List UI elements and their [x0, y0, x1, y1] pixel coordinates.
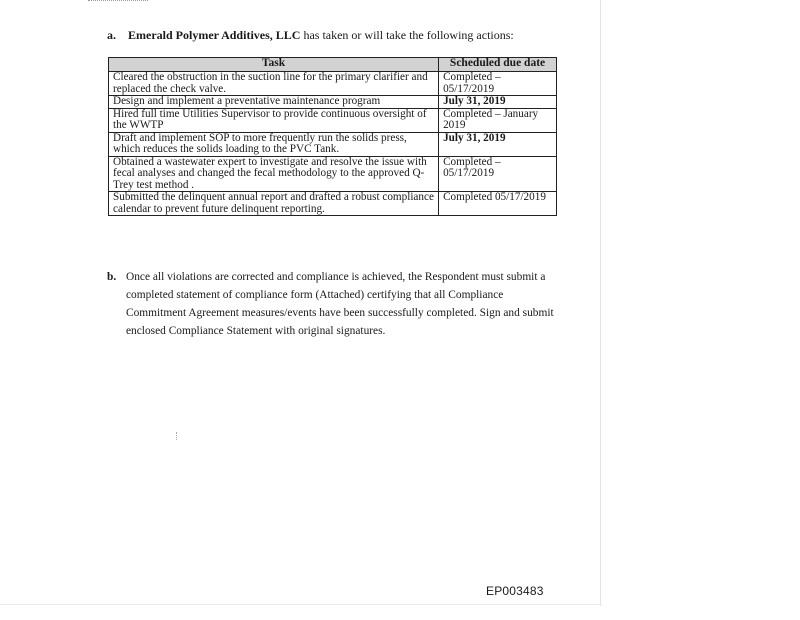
task-cell: [109, 96, 439, 109]
due-date-text: Completed – January 2019: [443, 107, 539, 131]
due-date-text: July 31, 2019: [443, 131, 506, 144]
table-row: [109, 132, 557, 156]
table-row: [109, 156, 557, 192]
bates-number: EP003483: [486, 584, 544, 598]
actions-table: [108, 57, 557, 216]
task-text: Draft and implement SOP to more frequently run the solids press, which reduces the solids loading to the PVC Tank.: [113, 131, 407, 155]
task-cell: [109, 132, 439, 156]
due-date-text: July 31, 2019: [443, 95, 506, 107]
page-right-edge: [600, 0, 602, 606]
due-date-cell: [439, 108, 557, 132]
section-a-marker: a.: [107, 28, 116, 42]
task-column-header: Task: [109, 58, 439, 72]
section-b-text: Once all violations are corrected and compliance is achieved, the Respondent must submit a completed statement of compliance form (Attached) certifying that all Compliance Commitment Agreement measures/events have been successfully completed. Sign and submit enclosed Compliance Statement with original signatures.: [126, 271, 554, 337]
task-text: Submitted the delinquent annual report and drafted a robust compliance calendar to prevent future delinquent reporting.: [113, 191, 434, 215]
due-date-text: Completed – 05/17/2019: [443, 71, 501, 95]
section-b-marker: b.: [107, 271, 117, 283]
section-b-paragraph: [107, 268, 557, 340]
task-text: Cleared the obstruction in the suction line for the primary clarifier and replaced the check valve.: [113, 71, 428, 95]
section-a-text: has taken or will take the following actions:: [300, 28, 514, 42]
page-top-edge: [88, 0, 148, 2]
due-date-cell: [439, 72, 557, 96]
due-date-text: Completed – 05/17/2019: [443, 155, 501, 179]
section-a-intro: [107, 28, 514, 43]
scan-mark: [176, 432, 178, 440]
task-cell: [109, 108, 439, 132]
task-cell: [109, 156, 439, 192]
page-bottom-edge: [0, 604, 602, 606]
due-date-text: Completed 05/17/2019: [443, 191, 546, 203]
table-row: [109, 96, 557, 109]
due-date-cell: [439, 156, 557, 192]
task-text: Design and implement a preventative maintenance program: [113, 95, 381, 107]
task-text: Hired full time Utilities Supervisor to provide continuous oversight of the WWTP: [113, 107, 427, 131]
due-date-cell: [439, 96, 557, 109]
due-date-cell: [439, 192, 557, 216]
table-row: [109, 108, 557, 132]
due-date-column-header: Scheduled due date: [439, 58, 557, 72]
task-cell: [109, 72, 439, 96]
table-header-row: [109, 58, 557, 72]
table-row: [109, 72, 557, 96]
due-date-cell: [439, 132, 557, 156]
table-row: [109, 192, 557, 216]
task-cell: [109, 192, 439, 216]
task-text: Obtained a wastewater expert to investigate and resolve the issue with fecal analyses and changed the fecal methodology to the approved Q-Trey test method .: [113, 155, 427, 191]
company-name: Emerald Polymer Additives, LLC: [128, 28, 301, 42]
